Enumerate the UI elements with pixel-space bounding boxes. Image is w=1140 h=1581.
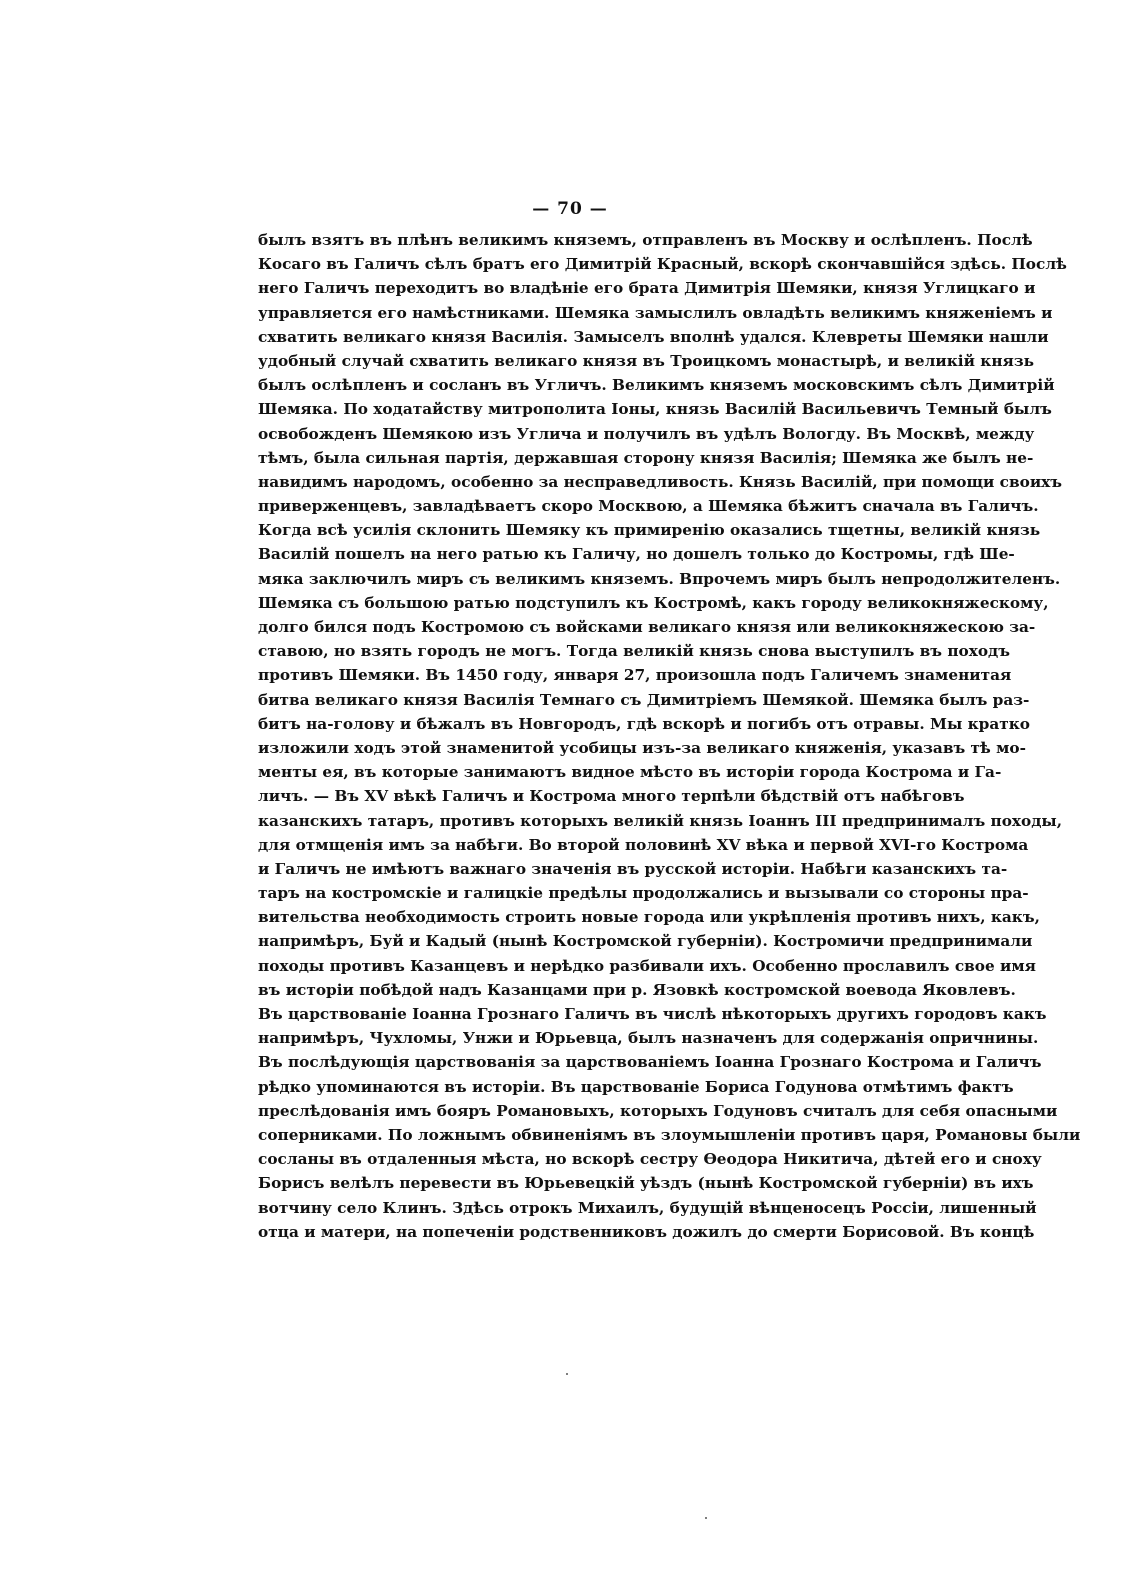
text-line: походы противъ Казанцевъ и нерѣдко разбивали ихъ. Особенно прославилъ свое имя [258, 956, 1036, 975]
text-line: схватить великаго князя Василія. Замыселъ вполнѣ удался. Клевреты Шемяки нашли [258, 327, 1049, 346]
text-line: и Галичъ не имѣютъ важнаго значенія въ русской исторіи. Набѣги казанскихъ та- [258, 859, 1008, 878]
text-line: Шемяка съ большою ратью подступилъ къ Костромѣ, какъ городу великокняжескому, [258, 593, 1049, 612]
text-line: удобный случай схватить великаго князя въ Троицкомъ монастырѣ, и великій князь [258, 351, 1034, 370]
text-line: освобожденъ Шемякою изъ Углича и получилъ въ удѣлъ Вологду. Въ Москвѣ, между [258, 424, 1035, 443]
text-line: для отмщенія имъ за набѣги. Во второй половинѣ XV вѣка и первой XVI-го Кострома [258, 835, 1029, 854]
text-line: личъ. — Въ XV вѣкѣ Галичъ и Кострома много терпѣли бѣдствій отъ набѣговъ [258, 787, 965, 806]
text-line: Косаго въ Галичъ сѣлъ братъ его Димитрій Красный, вскорѣ скончавшійся здѣсь. Послѣ [258, 255, 1067, 274]
text-line: соперниками. По ложнымъ обвиненіямъ въ злоумышленіи противъ царя, Романовы были [258, 1125, 1081, 1144]
page-number: — 70 — [532, 199, 608, 219]
text-line: вительства необходимость строить новые города или укрѣпленія противъ нихъ, какъ, [258, 908, 1040, 927]
text-line: Въ послѣдующія царствованія за царствованіемъ Іоанна Грознаго Кострома и Галичъ [258, 1053, 1042, 1072]
text-line: Когда всѣ усилія склонить Шемяку къ примиренію оказались тщетны, великій князь [258, 521, 1041, 540]
text-line: навидимъ народомъ, особенно за несправедливость. Князь Василій, при помощи своихъ [258, 472, 1063, 491]
text-line: менты ея, въ которые занимаютъ видное мѣсто въ исторіи города Кострома и Га- [258, 763, 1002, 782]
text-line: преслѣдованія имъ бояръ Романовыхъ, которыхъ Годуновъ считалъ для себя опасными [258, 1101, 1058, 1120]
text-line: него Галичъ переходитъ во владѣніе его брата Димитрія Шемяки, князя Углицкаго и [258, 279, 1036, 298]
text-line: тѣмъ, была сильная партія, державшая сторону князя Василія; Шемяка же былъ не- [258, 448, 1034, 467]
text-line: противъ Шемяки. Въ 1450 году, января 27, произошла подъ Галичемъ знаменитая [258, 666, 1012, 685]
text-line: мяка заключилъ миръ съ великимъ княземъ. Впрочемъ миръ былъ непродолжителенъ. [258, 569, 1061, 588]
text-line: Борисъ велѣлъ перевести въ Юрьевецкій уѣздъ (нынѣ Костромской губерніи) въ ихъ [258, 1174, 1034, 1193]
text-line: напримѣръ, Буй и Кадый (нынѣ Костромской губерніи). Костромичи предпринимали [258, 932, 1033, 951]
text-line: казанскихъ татаръ, противъ которыхъ великій князь Іоаннъ III предпринималъ походы, [258, 811, 1063, 830]
text-line: ставою, но взять городъ не могъ. Тогда великій князь снова выступилъ въ походъ [258, 642, 1010, 661]
text-line: приверженцевъ, завладѣваетъ скоро Москвою, а Шемяка бѣжитъ сначала въ Галичъ. [258, 497, 1039, 516]
text-line: изложили ходъ этой знаменитой усобицы изъ-за великаго княженія, указавъ тѣ мо- [258, 738, 1026, 757]
text-line: Шемяка. По ходатайству митрополита Іоны, князь Василій Васильевичъ Темный былъ [258, 400, 1052, 419]
text-line: былъ взятъ въ плѣнъ великимъ княземъ, отправленъ въ Москву и ослѣпленъ. Послѣ [258, 231, 1033, 249]
text-line: Въ царствованіе Іоанна Грознаго Галичъ въ числѣ нѣкоторыхъ другихъ городовъ какъ [258, 1005, 1047, 1023]
text-line: отца и матери, на попеченіи родственниковъ дожилъ до смерти Борисовой. Въ концѣ [258, 1222, 1035, 1241]
text-line: вотчину село Клинъ. Здѣсь отрокъ Михаилъ, будущій вѣнценосецъ Россіи, лишенный [258, 1198, 1037, 1217]
scan-speck [705, 1517, 707, 1519]
body-text [258, 228, 1081, 1244]
text-line: былъ ослѣпленъ и сосланъ въ Угличъ. Великимъ княземъ московскимъ сѣлъ Димитрій [258, 376, 1055, 395]
text-line: битва великаго князя Василія Темнаго съ Димитріемъ Шемякой. Шемяка былъ раз- [258, 690, 1030, 709]
text-line: управляется его намѣстниками. Шемяка замыслилъ овладѣть великимъ княженіемъ и [258, 303, 1053, 322]
text-line: таръ на костромскіе и галицкіе предѣлы продолжались и вызывали со стороны пра- [258, 884, 1029, 903]
text-line: напримѣръ, Чухломы, Унжи и Юрьевца, былъ назначенъ для содержанія опричнины. [258, 1029, 1039, 1048]
text-line: сосланы въ отдаленныя мѣста, но вскорѣ сестру Ѳеодора Никитича, дѣтей его и сноху [258, 1150, 1042, 1169]
text-line: долго бился подъ Костромою съ войсками великаго князя или великокняжескою за- [258, 618, 1036, 636]
text-line: битъ на-голову и бѣжалъ въ Новгородъ, гдѣ вскорѣ и погибъ отъ отравы. Мы кратко [258, 714, 1031, 733]
text-line: въ исторіи побѣдой надъ Казанцами при р. Язовкѣ костромской воевода Яковлевъ. [258, 980, 1016, 999]
text-line: Василій пошелъ на него ратью къ Галичу, но дошелъ только до Костромы, гдѣ Ше- [258, 545, 1015, 564]
scan-speck [566, 1373, 568, 1375]
text-line: рѣдко упоминаются въ исторіи. Въ царствованіе Бориса Годунова отмѣтимъ фактъ [258, 1077, 1014, 1096]
